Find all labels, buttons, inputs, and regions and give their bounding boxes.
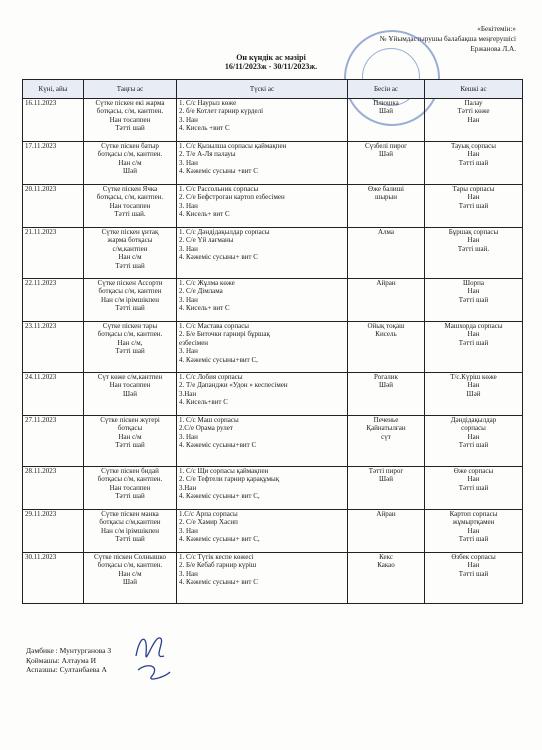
cell-line: Тауық сорпасы [451, 142, 496, 150]
table-row [23, 228, 523, 279]
cell-line: 2. С/е Тефтели гарнир қарақұмық [179, 475, 280, 484]
cell-line: 4. Кисель+ вит С [179, 210, 230, 219]
cell-line: Тәтті шай [458, 441, 489, 450]
cell-snack [348, 510, 425, 553]
cell-lunch [177, 99, 348, 142]
cell-line: Шәй [379, 381, 393, 390]
cell-line: 2. Б/е Биточки гарнирі бұршақ [179, 330, 270, 339]
cell-line: Шәй [466, 389, 481, 398]
approval-line: Ержанова Л.А. [470, 45, 516, 53]
cell-line: Машхорда сорпасы [444, 322, 503, 330]
cell-line: 1. С/с Лобия сорпасы [179, 373, 243, 381]
cell-dinner [425, 553, 523, 604]
header-breakfast: Таңғы ас [84, 80, 177, 99]
menu-body [23, 99, 523, 604]
signature-block [26, 646, 111, 675]
cell-line: 4. Кисель+вит С [179, 398, 228, 407]
cell-lunch [177, 322, 348, 373]
table-row [23, 142, 523, 185]
cell-line: Нан [467, 150, 480, 159]
cell-line: Тәтті шай [458, 483, 489, 492]
cell-line: Дәндідақылдар [450, 416, 497, 424]
cell-dinner [425, 142, 523, 185]
cell-line: Бұршақ сорпасы [448, 228, 499, 236]
cell-line: Тары сорпасы [452, 185, 495, 193]
cell-breakfast [84, 99, 177, 142]
table-row [23, 553, 523, 604]
cell-date: 28.11.2023 [23, 467, 84, 510]
header-dinner: Кешкі ас [425, 80, 523, 99]
cell-line: ботқасы, с/м, кантпен. [96, 107, 164, 116]
cell-lunch [177, 510, 348, 553]
cell-line: 4. Кисель +вит С [179, 124, 230, 133]
cell-breakfast [84, 373, 177, 416]
cell-line: Т/с.Күріш көже [450, 373, 497, 381]
cell-line: Ойық тоқаш [367, 322, 405, 330]
title-line2: 16/11/2023ж - 30/11/2023ж. [224, 62, 318, 71]
cell-line: езбесімен [179, 338, 209, 347]
header-lunch: Түскі ас [177, 80, 348, 99]
cell-date: 16.11.2023 [23, 99, 84, 142]
cell-lunch [177, 467, 348, 510]
cell-line: 2. Б/е Кебаб гарнир күріш [179, 561, 257, 570]
cell-line: ботқасы с/м, кантпен [98, 287, 162, 296]
cell-line: 3. Нан [179, 569, 198, 578]
cell-line: Нан с/м ірімшікпен [100, 526, 160, 535]
cell-line: Нан [467, 287, 480, 296]
cell-line: 4. Кәжеміс сусыны+ вит С [179, 253, 258, 262]
cell-line: Тәтті көже [457, 107, 490, 116]
cell-line: Тәтті шай [458, 569, 489, 578]
cell-line: Нан с/м [118, 432, 142, 441]
cell-dinner [425, 322, 523, 373]
cell-line: Тәтті шай. [114, 210, 146, 219]
cell-line: 3. Нан [179, 526, 198, 535]
cell-line: 3. Нан [179, 432, 198, 441]
cell-line: Алма [377, 228, 395, 236]
cell-lunch [177, 142, 348, 185]
cell-snack [348, 553, 425, 604]
cell-line: Шәй [379, 150, 393, 159]
cell-line: Нан с/м [118, 253, 142, 262]
cell-line: сорпасы [461, 424, 486, 433]
cell-date: 21.11.2023 [23, 228, 84, 279]
cell-line: ботқасы, с/м, кантпен. [96, 193, 164, 202]
cell-line: Тәтті шай [458, 338, 489, 347]
cell-line: Тәтті шай [115, 535, 145, 544]
approval-line: «Бекітемін:» [477, 25, 516, 33]
cell-line: жарма ботқасы [107, 236, 153, 245]
cell-line: Нан тосаппен [109, 115, 151, 124]
cell-line: Нан [467, 236, 480, 245]
cell-line: 2. С/е Бефстроган картоп езбесімен [179, 193, 285, 202]
cell-lunch [177, 228, 348, 279]
cell-line: 2. б/е Котлет гарнир күрделі [179, 107, 264, 116]
cell-line: Тәтті шай [115, 261, 145, 270]
cell-dinner [425, 416, 523, 467]
cell-line: 4. Кәжеміс сусыны+ вит С [179, 578, 258, 587]
cell-line: жұмыртқамен [452, 518, 495, 527]
cell-lunch [177, 373, 348, 416]
cell-line: Шәй [123, 389, 137, 398]
cell-line: 1.С/с Арпа сорпасы [179, 510, 238, 518]
cell-date: 30.11.2023 [23, 553, 84, 604]
cell-line: 4. Кәжеміс сусыны+ вит С, [179, 492, 260, 501]
cell-dinner [425, 510, 523, 553]
cell-line: 3.Нан [179, 483, 197, 492]
cell-lunch [177, 416, 348, 467]
cell-line: 4. Кәжеміс сусыны +вит С [179, 167, 258, 176]
cell-line: сүт [381, 432, 391, 441]
cell-line: Нан с/м [118, 158, 142, 167]
cell-dinner [425, 279, 523, 322]
table-row [23, 373, 523, 416]
cell-line: 1. С/с Наурыз көже [179, 99, 237, 107]
cell-line: Шәй [123, 167, 137, 176]
header-row [23, 80, 523, 99]
cell-line: 3. Нан [179, 201, 198, 210]
cell-line: 3. Нан [179, 158, 198, 167]
cell-line: 3. Нан [179, 115, 198, 124]
handwritten-signature [130, 626, 176, 686]
cell-line: 1. С/с Қызылша сорпасы қаймақпен [179, 142, 287, 150]
header-snack: Бесін ас [348, 80, 425, 99]
cell-breakfast [84, 416, 177, 467]
cell-date: 29.11.2023 [23, 510, 84, 553]
cell-line: Нан с/м, [117, 338, 143, 347]
cell-line: Тәтті пирог [368, 467, 404, 475]
cell-line: 4. Кәжеміс сусыны+ вит С, [179, 535, 260, 544]
cell-line: Сүтке піскен ұнтақ [101, 228, 159, 236]
cell-line: Қайнатылған [366, 424, 406, 433]
cell-line: Нан [467, 475, 480, 484]
cell-line: Нан тосаппен [109, 201, 151, 210]
cell-line: Сүтке піскен батыр [101, 142, 159, 150]
approval-line: № Ұйымдастырушы балабақша меңгерушісі [379, 35, 516, 43]
cell-line: Тәтті шай [458, 295, 489, 304]
cell-line: Тәтті шай [115, 492, 145, 501]
cell-line: Өже балиші [368, 185, 404, 193]
cell-date: 20.11.2023 [23, 185, 84, 228]
cell-line: Нан с/м [118, 569, 142, 578]
cell-line: Өзбек сорпасы [451, 553, 496, 561]
cell-lunch [177, 279, 348, 322]
cell-line: Тәтті шай [458, 158, 489, 167]
cell-line: Тәтті шай [115, 347, 145, 356]
cell-date: 27.11.2023 [23, 416, 84, 467]
cell-line: 1. С/с Жұлма көже [179, 279, 235, 287]
header-date: Күні, айы [23, 80, 84, 99]
cell-line: 1. С/с Маш сорпасы [179, 416, 239, 424]
signature-line: Аспазшы: Султанбаева А [26, 665, 107, 674]
table-row [23, 99, 523, 142]
cell-line: Тәтті шай [115, 124, 145, 133]
cell-snack [348, 142, 425, 185]
cell-line: Нан с/м ірімшікпен [100, 295, 160, 304]
table-row [23, 185, 523, 228]
cell-line: 3. Нан [179, 244, 198, 253]
cell-dinner [425, 373, 523, 416]
cell-line: 1. С/с Щи сорпасы қаймақпен [179, 467, 269, 475]
cell-line: 1. С/с Мастава сорпасы [179, 322, 249, 330]
cell-line: Нан [467, 561, 480, 570]
cell-line: 4. Кәжеміс сусыны+вит С, [179, 355, 258, 364]
cell-line: Сүтке піскен Ассорти [97, 279, 163, 287]
cell-line: 1. С/с Түтік кеспе көжесі [179, 553, 254, 561]
cell-line: ботқасы с/м, кантпен. [97, 561, 163, 570]
cell-lunch [177, 185, 348, 228]
cell-snack [348, 279, 425, 322]
cell-line: Сүтке піскен Солнышко [94, 553, 166, 561]
cell-line: Шәй [379, 107, 393, 116]
cell-line: Сүт көже с/м,кантпен [97, 373, 163, 381]
signature-line: Дәмбике : Мунтурганова З [26, 646, 112, 655]
page-title [0, 53, 542, 71]
cell-line: 2. Т/е А-Ля палауы [179, 150, 236, 159]
cell-line: Тәтті шай [458, 201, 489, 210]
cell-snack [348, 322, 425, 373]
cell-line: 1. С/с Рассольник сорпасы [179, 185, 259, 193]
cell-line: Нан [467, 193, 480, 202]
cell-breakfast [84, 510, 177, 553]
cell-line: шырын [374, 193, 398, 202]
cell-line: Айран [376, 510, 396, 518]
cell-line: 2. С/е Үй лағманы [179, 236, 234, 245]
menu-table [22, 79, 523, 604]
cell-breakfast [84, 142, 177, 185]
cell-line: с/м,кантпен [112, 244, 148, 253]
cell-date: 22.11.2023 [23, 279, 84, 322]
cell-line: ботқасы с/м, кантпен. [97, 330, 163, 339]
cell-line: Сүзбелі пирог [364, 142, 408, 150]
cell-line: ботқасы с/м, кантпен. [97, 150, 163, 159]
cell-snack [348, 228, 425, 279]
cell-line: Сүтке піскен тары [102, 322, 158, 330]
cell-line: 4. Кәжеміс сусыны+вит С [179, 441, 257, 450]
cell-line: Печенье [373, 416, 399, 424]
cell-dinner [425, 185, 523, 228]
cell-line: Какао [377, 561, 395, 570]
cell-line: 3. Нан [179, 347, 198, 356]
cell-line: Айран [376, 279, 396, 287]
cell-line: Нан [467, 330, 480, 339]
title-line1: Он күндік ас мәзірі [236, 53, 306, 62]
cell-line: Кисель [375, 330, 397, 339]
cell-line: Сүтке піскен Ячка [102, 185, 158, 193]
cell-line: 2. С/е Хамир Хасип [179, 518, 238, 527]
signature-line: Қоймашы: Алтаума И [26, 655, 97, 665]
cell-line: Сүтке піскен екі жарма [95, 99, 165, 107]
cell-line: Сүтке піскен жүгері [100, 416, 160, 424]
cell-line: Тәтті шай [115, 441, 145, 450]
cell-line: Нан [467, 115, 480, 124]
cell-line: Нан [467, 381, 480, 390]
cell-snack [348, 373, 425, 416]
cell-line: Плюшка [373, 99, 399, 107]
cell-dinner [425, 467, 523, 510]
cell-breakfast [84, 228, 177, 279]
cell-snack [348, 467, 425, 510]
table-row [23, 467, 523, 510]
cell-line: Рогалик [374, 373, 398, 381]
cell-line: Картоп сорпасы [449, 510, 498, 518]
cell-dinner [425, 99, 523, 142]
cell-line: 2. С/е Дімлама [179, 287, 223, 296]
cell-line: Сүтке піскен манка [101, 510, 159, 518]
cell-breakfast [84, 279, 177, 322]
cell-line: 3. Нан [179, 295, 198, 304]
cell-line: Тәтті шай [458, 535, 489, 544]
cell-line: Нан [467, 526, 480, 535]
cell-breakfast [84, 185, 177, 228]
cell-line: Кекс [379, 553, 393, 561]
cell-line: Шорпа [463, 279, 484, 287]
cell-line: 1. С/с Дәндідақылдар сорпасы [179, 228, 270, 236]
cell-line: 3.Нан [179, 389, 197, 398]
table-row [23, 279, 523, 322]
cell-breakfast [84, 553, 177, 604]
cell-lunch [177, 553, 348, 604]
cell-line: Тәтті шай [115, 304, 145, 313]
cell-snack [348, 416, 425, 467]
cell-line: Нан тосаппен [109, 381, 151, 390]
cell-breakfast [84, 322, 177, 373]
cell-date: 17.11.2023 [23, 142, 84, 185]
table-row [23, 510, 523, 553]
cell-breakfast [84, 467, 177, 510]
cell-line: Нан [467, 432, 480, 441]
cell-line: Тәтті шай. [457, 244, 490, 253]
cell-line: ботқасы [117, 424, 143, 433]
cell-dinner [425, 228, 523, 279]
cell-line: Шәй [379, 475, 393, 484]
cell-line: 2.С/е Орама рулет [179, 424, 233, 433]
cell-date: 23.11.2023 [23, 322, 84, 373]
cell-line: 4. Кисель+ вит С [179, 304, 230, 313]
cell-line: ботқасы с/м, кантпен. [97, 475, 163, 484]
cell-snack [348, 185, 425, 228]
table-row [23, 322, 523, 373]
table-row [23, 416, 523, 467]
cell-line: Өже сорпасы [453, 467, 494, 475]
cell-line: Палау [464, 99, 483, 107]
cell-line: Нан тосаппен [109, 483, 151, 492]
cell-line: ботқасы с/м,кантпен [99, 518, 161, 527]
cell-snack [348, 99, 425, 142]
cell-date: 24.11.2023 [23, 373, 84, 416]
cell-line: 2. Т/е Дапанджи «Удон » кеспесімен [179, 381, 288, 390]
cell-line: Шәй [123, 578, 137, 587]
cell-line: Сүтке піскен бидай [101, 467, 159, 475]
